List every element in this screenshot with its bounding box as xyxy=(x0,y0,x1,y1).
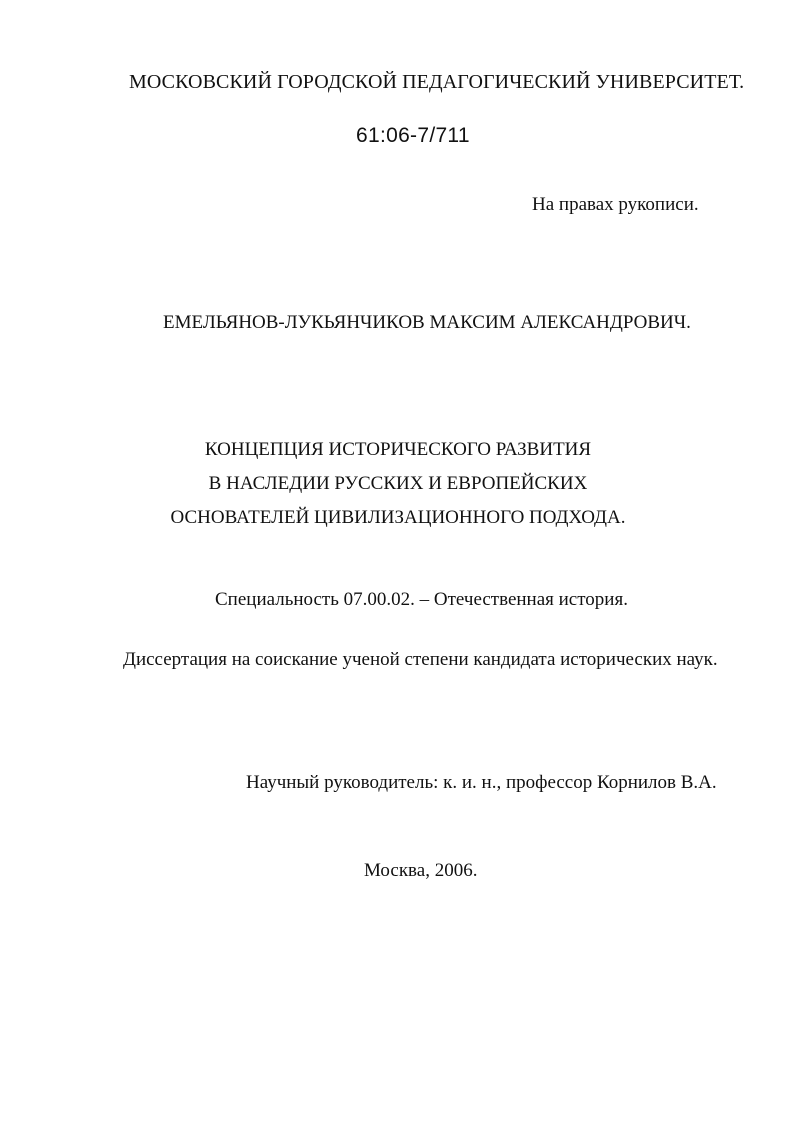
dissertation-title xyxy=(0,433,796,535)
title-line-2: В НАСЛЕДИИ РУССКИХ И ЕВРОПЕЙСКИХ xyxy=(208,473,588,494)
scientific-supervisor: Научный руководитель: к. и. н., профессор Корнилов В.А. xyxy=(246,772,717,793)
title-line-3: ОСНОВАТЕЛЕЙ ЦИВИЛИЗАЦИОННОГО ПОДХОДА. xyxy=(170,507,626,528)
dissertation-type: Диссертация на соискание ученой степени кандидата исторических наук. xyxy=(123,649,718,670)
university-name: МОСКОВСКИЙ ГОРОДСКОЙ ПЕДАГОГИЧЕСКИЙ УНИВЕРСИТЕТ. xyxy=(129,71,745,93)
city-year: Москва, 2006. xyxy=(364,860,478,881)
title-line-1: КОНЦЕПЦИЯ ИСТОРИЧЕСКОГО РАЗВИТИЯ xyxy=(204,439,592,460)
manuscript-note: На правах рукописи. xyxy=(532,194,699,215)
specialty: Специальность 07.00.02. – Отечественная история. xyxy=(215,589,628,610)
author-name: ЕМЕЛЬЯНОВ-ЛУКЬЯНЧИКОВ МАКСИМ АЛЕКСАНДРОВИЧ. xyxy=(163,312,691,333)
catalog-code: 61:06-7/711 xyxy=(356,124,470,147)
